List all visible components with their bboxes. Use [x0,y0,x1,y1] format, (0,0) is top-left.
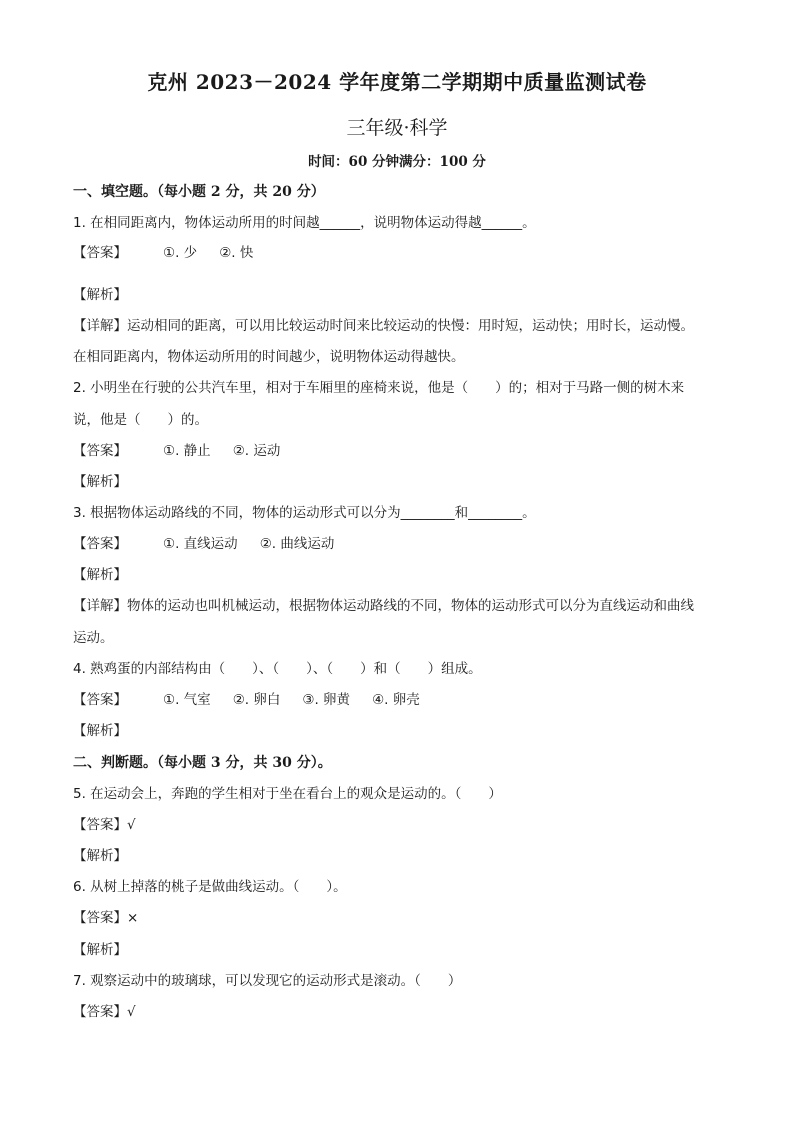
analysis-4: 【解析】 [73,723,127,739]
section-true-false: 二、判断题。（每小题 3 分，共 30 分）。 [73,755,332,771]
answer-3 [73,538,356,552]
answer-item: × [127,910,139,926]
detail-label: 【详解】 [73,598,127,614]
answer-label: 【答案】 [73,245,127,261]
question-2-cont: 说，他是（ ）的。 [73,412,208,428]
answer-2 [73,445,302,459]
analysis-1: 【解析】 [73,287,127,303]
answer-4 [73,694,442,708]
detail-1 [73,320,694,334]
question-5: 5. 在运动会上，奔跑的学生相对于坐在看台上的观众是运动的。（ ） [73,786,502,802]
answer-1 [73,247,275,261]
analysis-2: 【解析】 [73,474,127,490]
answer-item: ②. 曲线运动 [259,536,335,552]
answer-6 [73,912,138,926]
section-fill-blank: 一、填空题。（每小题 2 分，共 20 分） [73,184,325,200]
exam-meta: 时间：60 分钟满分：100 分 [308,154,486,170]
exam-subtitle: 三年级·科学 [346,117,448,139]
analysis-6: 【解析】 [73,942,127,958]
answer-label: 【答案】 [73,692,127,708]
question-4: 4. 熟鸡蛋的内部结构由（ ）、（ ）、（ ）和（ ）组成。 [73,661,482,677]
answer-label: 【答案】 [73,1004,127,1020]
answer-item: √ [127,817,136,833]
detail-3 [73,600,694,614]
answer-item: ②. 运动 [232,443,281,459]
question-2: 2. 小明坐在行驶的公共汽车里，相对于车厢里的座椅来说，他是（ ）的；相对于马路一侧的树木来 [73,380,685,396]
answer-item: ①. 少 [163,245,198,261]
answer-7 [73,1006,136,1020]
answer-item: √ [127,1004,136,1020]
analysis-5: 【解析】 [73,848,127,864]
answer-label: 【答案】 [73,536,127,552]
question-6: 6. 从树上掉落的桃子是做曲线运动。（ ）。 [73,879,347,895]
detail-1-cont: 在相同距离内，物体运动所用的时间越少，说明物体运动得越快。 [73,349,465,365]
detail-label: 【详解】 [73,318,127,334]
analysis-3: 【解析】 [73,567,127,583]
question-1: 1. 在相同距离内，物体运动所用的时间越______，说明物体运动得越______。 [73,215,536,231]
detail-3-cont: 运动。 [73,630,114,646]
answer-item: ①. 气室 [163,692,211,708]
exam-title: 克州 2023－2024 学年度第二学期期中质量监测试卷 [147,70,647,94]
answer-item: ③. 卵黄 [302,692,351,708]
answer-item: ④. 卵壳 [372,692,420,708]
answer-item: ①. 静止 [163,443,211,459]
answer-item: ②. 快 [219,245,254,261]
detail-text: 物体的运动也叫机械运动，根据物体运动路线的不同，物体的运动形式可以分为直线运动和曲线 [127,598,694,614]
answer-label: 【答案】 [73,910,127,926]
question-3: 3. 根据物体运动路线的不同，物体的运动形式可以分为________和________。 [73,505,536,521]
question-7: 7. 观察运动中的玻璃球，可以发现它的运动形式是滚动。（ ） [73,973,462,989]
answer-label: 【答案】 [73,443,127,459]
answer-item: ①. 直线运动 [163,536,238,552]
answer-item: ②. 卵白 [232,692,281,708]
answer-5 [73,819,136,833]
answer-label: 【答案】 [73,817,127,833]
detail-text: 运动相同的距离，可以用比较运动时间来比较运动的快慢：用时短，运动快；用时长，运动慢。 [127,318,694,334]
